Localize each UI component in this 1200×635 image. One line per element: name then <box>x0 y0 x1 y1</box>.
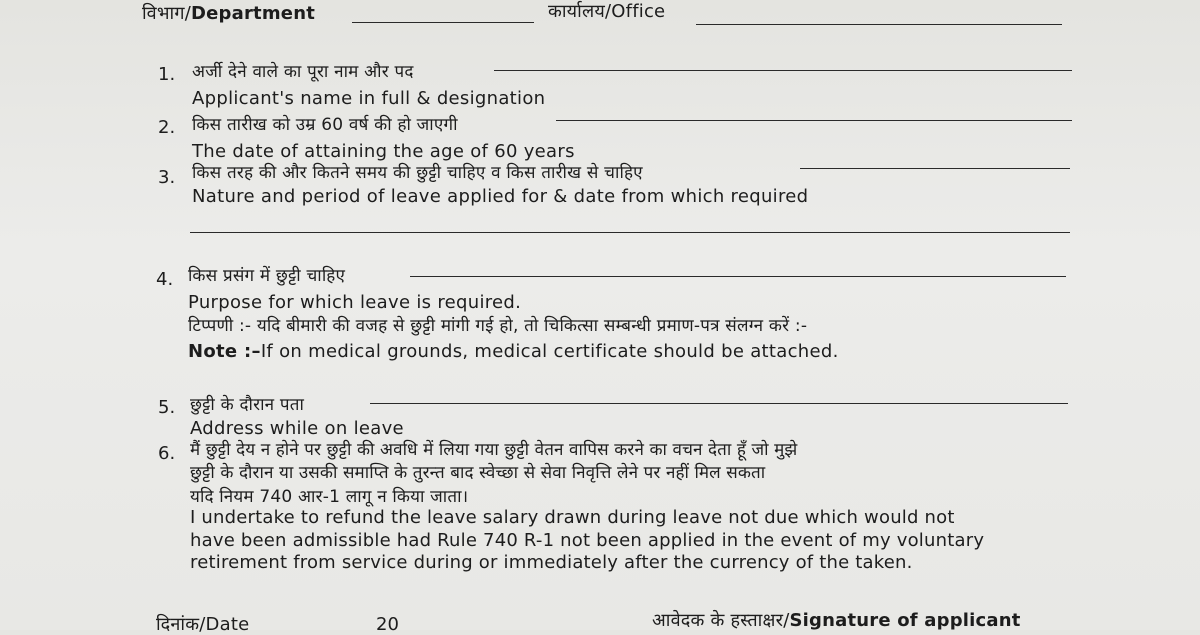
signature-label-hindi: आवेदक के हस्ताक्षर/ <box>652 610 790 631</box>
item-2-blank-line <box>556 120 1072 121</box>
office-blank-line <box>696 24 1062 25</box>
department-label-english: Department <box>190 3 316 24</box>
office-label: कार्यालय/Office <box>548 1 666 22</box>
item-6-english-line-1: I undertake to refund the leave salary drawn during leave not due which would not <box>190 507 955 528</box>
note-english: If on medical grounds, medical certificate should be attached. <box>260 341 839 362</box>
item-4-note-hindi: टिप्पणी :- यदि बीमारी की वजह से छुट्टी मांगी गई हो, तो चिकित्सा सम्बन्धी प्रमाण-पत्र संलग्न करें :- <box>188 316 808 336</box>
item-1-english: Applicant's name in full & designation <box>192 88 546 109</box>
item-6-hindi-line-2: छुट्टी के दौरान या उसकी समाप्ति के तुरन्त बाद स्वेच्छा से सेवा निवृत्ति लेने पर नहीं मिल सकता <box>190 463 766 483</box>
item-6-hindi-line-1: मैं छुट्टी देय न होने पर छुट्टी की अवधि में लिया गया छुट्टी वेतन वापिस करने का वचन देता हूँ जो मुझे <box>190 440 798 460</box>
signature-label <box>652 612 1021 630</box>
department-label-hindi: विभाग/ <box>142 3 191 24</box>
item-3-extra-blank-line <box>190 232 1070 233</box>
item-3-english: Nature and period of leave applied for & date from which required <box>192 186 809 207</box>
item-4-number: 4. <box>156 269 174 290</box>
item-3-blank-line <box>800 168 1070 169</box>
item-5-english: Address while on leave <box>190 418 404 439</box>
item-3-hindi: किस तरह की और कितने समय की छुट्टी चाहिए व किस तारीख से चाहिए <box>192 163 643 183</box>
item-6-hindi-line-3: यदि नियम 740 आर-1 लागू न किया जाता। <box>190 487 469 507</box>
item-6-number: 6. <box>158 443 176 464</box>
item-1-hindi: अर्जी देने वाले का पूरा नाम और पद <box>192 62 414 82</box>
item-4-note <box>188 343 839 361</box>
item-5-blank-line <box>370 403 1068 404</box>
note-label: Note :– <box>188 341 261 362</box>
item-1-blank-line <box>494 70 1072 71</box>
department-blank-line <box>352 22 534 23</box>
year-prefix: 20 <box>376 614 399 635</box>
item-2-number: 2. <box>158 117 176 138</box>
item-6-english-line-2: have been admissible had Rule 740 R-1 not been applied in the event of my voluntary <box>190 530 985 551</box>
item-4-hindi: किस प्रसंग में छुट्टी चाहिए <box>188 266 346 286</box>
item-5-hindi: छुट्टी के दौरान पता <box>190 395 305 415</box>
item-3-number: 3. <box>158 167 176 188</box>
signature-label-english: Signature of applicant <box>789 610 1021 631</box>
item-2-english: The date of attaining the age of 60 years <box>192 141 575 162</box>
item-2-hindi: किस तारीख को उम्र 60 वर्ष की हो जाएगी <box>192 115 458 135</box>
item-1-number: 1. <box>158 64 176 85</box>
date-label: दिनांक/Date <box>156 614 250 635</box>
item-5-number: 5. <box>158 397 176 418</box>
item-6-english-line-3: retirement from service during or immediately after the currency of the taken. <box>190 552 913 573</box>
item-4-blank-line <box>410 276 1066 277</box>
item-4-english: Purpose for which leave is required. <box>188 292 522 313</box>
department-label <box>142 5 315 23</box>
